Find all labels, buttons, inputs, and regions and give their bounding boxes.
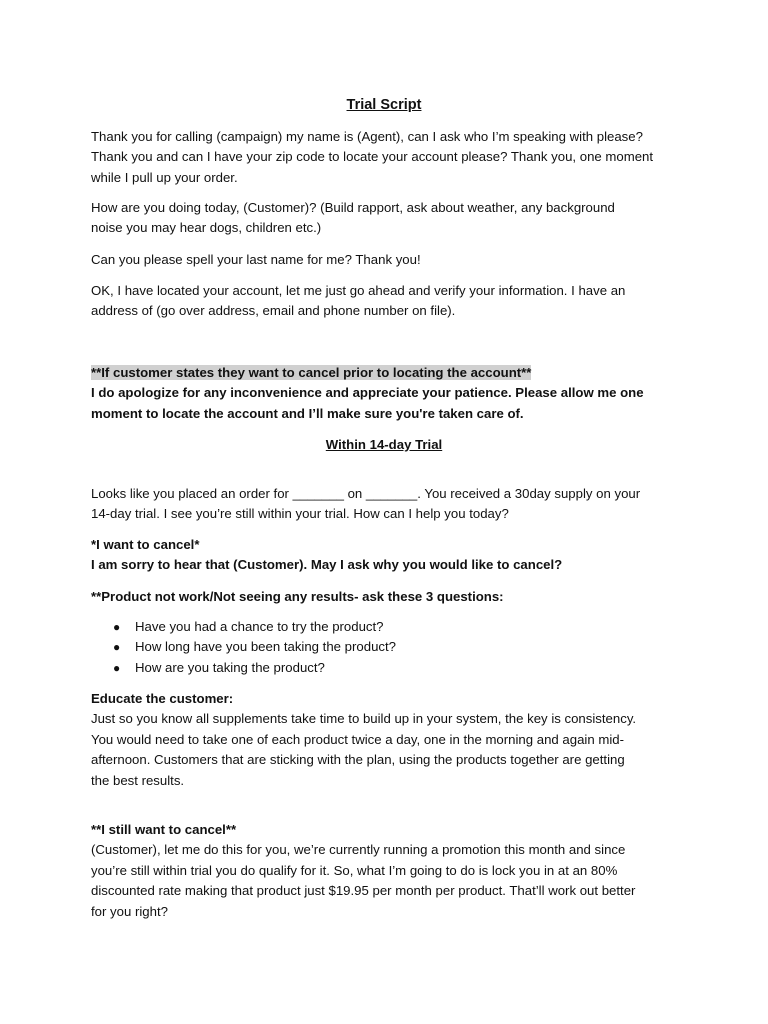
intro-line: while I pull up your order. [91, 169, 238, 185]
list-item [91, 637, 691, 657]
educate-heading: Educate the customer: [91, 691, 234, 706]
questions-list [91, 617, 691, 678]
bullet-icon: ● [113, 620, 121, 634]
spell-paragraph [91, 250, 691, 270]
educate-line: Just so you know all supplements take time to build up in your system, the key is consistency. [91, 711, 637, 727]
intro-line: Thank you and can I have your zip code to locate your account please? Thank you, one moment [91, 149, 654, 165]
educate-line: the best results. [91, 772, 185, 788]
still-cancel-line: discounted rate making that product just $19.95 per month per product. That’ll work out better [91, 883, 636, 899]
still-cancel-section [91, 820, 691, 922]
cancel-prior-section [91, 363, 691, 424]
order-paragraph [91, 484, 691, 525]
verify-line: address of (go over address, email and phone number on file). [91, 303, 456, 319]
want-cancel-heading: *I want to cancel* [91, 537, 200, 552]
rapport-line: How are you doing today, (Customer)? (Build rapport, ask about weather, any background [91, 200, 615, 215]
educate-line: You would need to take one of each product twice a day, one in the morning and again mid- [91, 731, 624, 747]
section-title: Within 14-day Trial [325, 437, 443, 452]
list-item [91, 658, 691, 678]
verify-line: OK, I have located your account, let me just go ahead and verify your information. I have an [91, 283, 626, 298]
still-cancel-line: for you right? [91, 903, 168, 919]
order-line: 14-day trial. I see you’re still within your trial. How can I help you today? [91, 506, 509, 522]
educate-section [91, 689, 691, 791]
order-line: Looks like you placed an order for _______ on _______. You received a 30day supply on your [91, 486, 641, 501]
educate-line: afternoon. Customers that are sticking with the plan, using the products together are getting [91, 752, 625, 768]
question-text: How are you taking the product? [135, 659, 325, 675]
bullet-icon: ● [113, 660, 121, 675]
spell-line: Can you please spell your last name for me? Thank you! [91, 252, 421, 267]
intro-line: Thank you for calling (campaign) my name is (Agent), can I ask who I’m speaking with please? [91, 129, 643, 144]
cancel-prior-line: I do apologize for any inconvenience and appreciate your patience. Please allow me one [91, 385, 644, 401]
cancel-prior-heading: **If customer states they want to cancel prior to locating the account** [91, 365, 532, 380]
still-cancel-line: you’re still within trial you do qualify for it. So, what I’m going to do is lock you in at an 80% [91, 862, 618, 878]
want-cancel-line: I am sorry to hear that (Customer). May I ask why you would like to cancel? [91, 557, 563, 573]
list-item [91, 617, 691, 637]
intro-paragraph [91, 127, 691, 188]
question-text: How long have you been taking the product? [135, 639, 397, 655]
bullet-icon: ● [113, 640, 121, 655]
rapport-paragraph [91, 198, 691, 239]
question-text: Have you had a chance to try the product? [135, 619, 384, 634]
product-not-work-heading: **Product not work/Not seeing any results- ask these 3 questions: [91, 589, 504, 604]
verify-paragraph [91, 281, 691, 322]
cancel-prior-line: moment to locate the account and I’ll make sure you're taken care of. [91, 405, 524, 421]
want-cancel-section [91, 535, 691, 576]
page-title: Trial Script [346, 97, 422, 113]
still-cancel-heading: **I still want to cancel** [91, 822, 237, 837]
rapport-line: noise you may hear dogs, children etc.) [91, 220, 322, 236]
still-cancel-line: (Customer), let me do this for you, we’re currently running a promotion this month and since [91, 842, 626, 858]
